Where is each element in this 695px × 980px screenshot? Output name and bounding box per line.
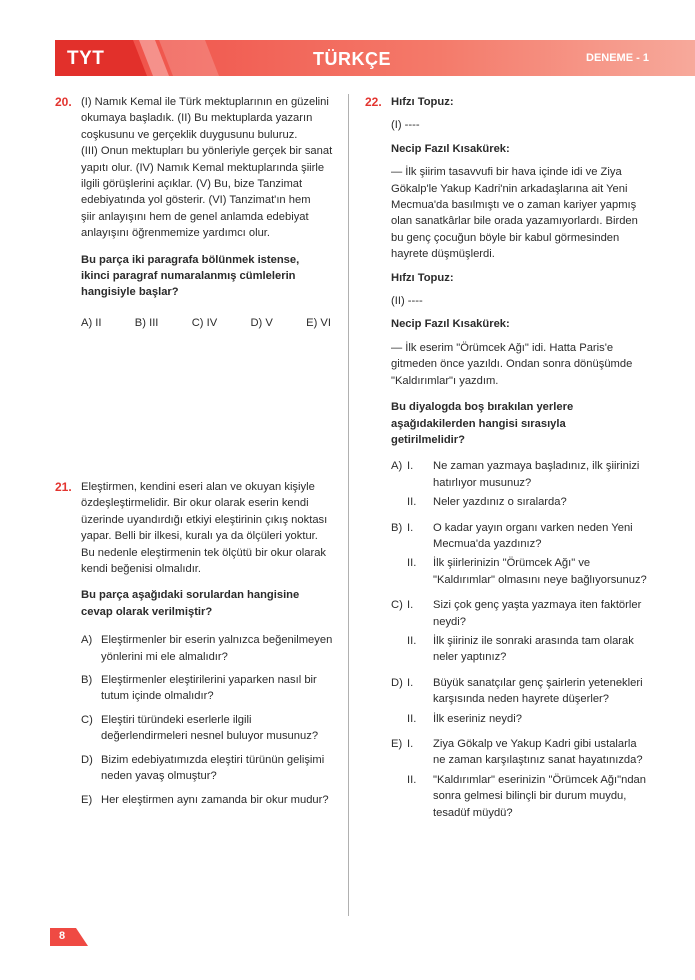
option-text: Neler yazdınız o sıralarda?: [433, 496, 567, 509]
question-stem: aşağıdakilerden hangisi sırasıyla: [391, 417, 566, 430]
option-b[interactable]: [81, 672, 339, 705]
passage-line: yapar. Belli bir ilkesi, kuralı ya da ölçüleri yoktur.: [81, 530, 318, 543]
option-text: Her eleştirmen aynı zamanda bir okur mudur?: [101, 793, 329, 806]
question-stem: ikinci paragraf numaralanmış cümlelerin: [81, 270, 296, 283]
question-number: 21.: [55, 480, 72, 494]
roman-two: II.: [407, 634, 417, 647]
option-a[interactable]: [81, 632, 339, 665]
option-text: tesadüf müydü?: [433, 806, 513, 819]
roman-one: I.: [407, 599, 414, 612]
option-text: Eleştirmenler bir eserin yalnızca beğenilmeyen: [101, 634, 333, 647]
option-label: E): [391, 738, 403, 750]
speaker-label: Necip Fazıl Kısakürek:: [391, 142, 510, 155]
blank-marker: (I) ----: [391, 119, 420, 132]
question-stem: getirilmelidir?: [391, 433, 465, 446]
dialogue-line: gitmeden önce yazıldı. Ondan sonra dönüşümde: [391, 358, 633, 371]
option-text: Ne zaman yazmaya başladınız, ilk şiirinizi: [433, 460, 640, 473]
dialogue-line: — İlk eserim "Örümcek Ağı" idi. Hatta Paris'e: [391, 341, 614, 354]
roman-two: II.: [407, 773, 417, 786]
speaker-label: Hıfzı Topuz:: [391, 271, 454, 284]
option-label: B): [391, 521, 403, 534]
roman-two: II.: [407, 557, 417, 570]
option-label: C): [81, 713, 93, 726]
speaker-label: Hıfzı Topuz:: [391, 96, 454, 108]
question-stem: cevap olarak verilmiştir?: [81, 605, 213, 618]
roman-two: II.: [407, 496, 417, 509]
option-b[interactable]: [391, 520, 649, 589]
roman-two: II.: [407, 712, 417, 725]
test-label: DENEME - 1: [586, 52, 649, 64]
option-text: Sizi çok genç yaşta yazmaya iten faktörler: [433, 599, 642, 612]
option-e[interactable]: [391, 736, 649, 821]
option-b[interactable]: B) III: [134, 316, 159, 329]
option-text: değerlendirmeleri nesnel buluyor musunuz?: [101, 730, 319, 743]
page-number: 8: [59, 930, 66, 942]
exam-label: TYT: [67, 48, 105, 69]
option-d[interactable]: [81, 752, 339, 785]
option-text: neden yavaş olmuştur?: [101, 770, 217, 783]
roman-one: I.: [407, 676, 414, 689]
option-a[interactable]: A) II: [81, 316, 102, 329]
subject-title: TÜRKÇE: [313, 49, 391, 69]
option-text: tutum içinde olmalıdır?: [101, 690, 214, 703]
question-stem: Bu parça aşağıdaki sorulardan hangisine: [81, 589, 300, 602]
option-label: C): [391, 599, 403, 612]
passage-line: anlayışını öğrenmemize yardımcı olur.: [81, 227, 271, 240]
roman-one: I.: [407, 460, 414, 473]
passage-line: ilgili görüşlerini açıklar. (V) Bu, bize Tanzimat: [81, 178, 303, 191]
passage-line: özdeşleştirmelidir. Bir okur olarak eserin kendi: [81, 497, 309, 510]
passage-line: edebiyatında yol gösterir. (VI) Tanzimat'ın hem: [81, 194, 311, 207]
option-text: Ziya Gökalp ve Yakup Kadri gibi ustalarla: [433, 738, 637, 750]
option-c[interactable]: [81, 712, 339, 745]
option-text: İlk eseriniz neydi?: [433, 712, 522, 725]
roman-one: I.: [407, 521, 414, 534]
passage-line: Bu nedenle eleştirmenin tek ölçütü bir okur olarak: [81, 546, 327, 559]
dialogue-line: Gökalp'le Yakup Kadri'nin arkadaşlarına ait Yeni: [391, 182, 628, 195]
passage-line: okumaya başladık. (II) Bu mektuplarda yazarın: [81, 112, 313, 125]
option-text: "Kaldırımlar" eserinizin "Örümcek Ağı"ndan: [433, 773, 646, 786]
question-number: 20.: [55, 95, 72, 109]
speaker-label: Necip Fazıl Kısakürek:: [391, 318, 510, 331]
option-text: Mecmua'da yazdınız?: [433, 537, 542, 550]
dialogue-line: hayrete düşmüşlerdi.: [391, 248, 495, 261]
passage-line: üzerinde uyandırdığı etkiyi eleştirinin çıkış noktası: [81, 513, 328, 526]
option-text: ne zaman karşılaştınız sanat hayatınızda?: [433, 754, 643, 767]
option-text: sonra gelmesi bilinçli bir durum muydu,: [433, 790, 627, 803]
option-e[interactable]: [81, 792, 339, 808]
option-text: karşısında neden hayrete düşerler?: [433, 693, 610, 706]
option-label: E): [81, 793, 93, 806]
blank-marker: (II) ----: [391, 295, 423, 308]
option-label: D): [81, 753, 93, 766]
option-text: İlk şiiriniz ile sonraki arasında tam olarak: [433, 634, 634, 647]
option-d[interactable]: [391, 675, 649, 727]
question-stem: Bu diyalogda boş bırakılan yerlere: [391, 401, 574, 414]
option-text: Eleştirmenler eleştirilerini yaparken nasıl bir: [101, 674, 317, 687]
option-label: D): [391, 676, 403, 689]
dialogue-line: "Kaldırımlar"ı yazdım.: [391, 374, 499, 387]
option-text: İlk şiirlerinizin "Örümcek Ağı" ve: [433, 557, 591, 570]
option-text: Bizim edebiyatımızda eleştiri türünün gelişimi: [101, 753, 325, 766]
option-c[interactable]: C) IV: [191, 316, 218, 329]
question-stem: hangisiyle başlar?: [81, 286, 179, 299]
roman-one: I.: [407, 738, 414, 750]
option-d[interactable]: D) V: [250, 316, 273, 329]
passage-line: (III) Onun mektupları bu yönleriyle gerçek bir sanat: [81, 145, 333, 158]
option-label: B): [81, 674, 93, 687]
option-c[interactable]: [391, 597, 649, 666]
passage-line: coşkusunu ve gerçeklik duygusunu buluruz.: [81, 128, 298, 141]
dialogue-line: bu genç çocuğun böyle bir kabul görmesinden: [391, 231, 620, 244]
dialogue-line: — İlk şiirim tasavvufi bir hava içinde idi ve Ziya: [391, 166, 622, 179]
option-e[interactable]: E) VI: [306, 316, 331, 329]
option-text: "Kaldırımlar" olmasını neye bağlıyorsunuz?: [433, 573, 647, 586]
page-number-badge: [50, 928, 90, 946]
answer-options: [81, 315, 331, 331]
option-label: A): [81, 634, 93, 647]
passage-line: (I) Namık Kemal ile Türk mektuplarının en güzelini: [81, 96, 329, 108]
passage-line: şiir anlayışını hem de genel anlamda edebiyat: [81, 210, 309, 223]
dialogue-line: olan sanatkârlar bile orada yazamıyorlardı. Birden: [391, 215, 638, 228]
dialogue-line: Mecmua'da basılmıştı ve o zaman kariyer yapmış: [391, 199, 637, 212]
option-text: neler yaptınız?: [433, 651, 507, 664]
question-stem: Bu parça iki paragrafa bölünmek istense,: [81, 253, 300, 266]
option-label: A): [391, 460, 403, 473]
passage-line: Eleştirmen, kendini eseri alan ve okuyan kişiyle: [81, 481, 315, 493]
passage-line: yapıtı olur. (IV) Namık Kemal mektuplarında şiirle: [81, 161, 325, 174]
page-number-tab: [50, 928, 90, 946]
option-text: yönlerini mi ele almalıdır?: [101, 650, 228, 663]
option-text: Büyük sanatçılar genç şairlerin yetenekleri: [433, 676, 643, 689]
column-divider: [348, 94, 349, 916]
page-header: [55, 40, 695, 76]
option-text: Eleştiri türündeki eserlerle ilgili: [101, 713, 252, 726]
option-a[interactable]: [391, 458, 649, 510]
passage-line: kendi beğenisi olmalıdır.: [81, 563, 202, 576]
question-number: 22.: [365, 95, 382, 109]
option-text: hatırlıyor musunuz?: [433, 476, 532, 489]
option-text: O kadar yayın organı varken neden Yeni: [433, 521, 633, 534]
option-text: neydi?: [433, 615, 466, 628]
